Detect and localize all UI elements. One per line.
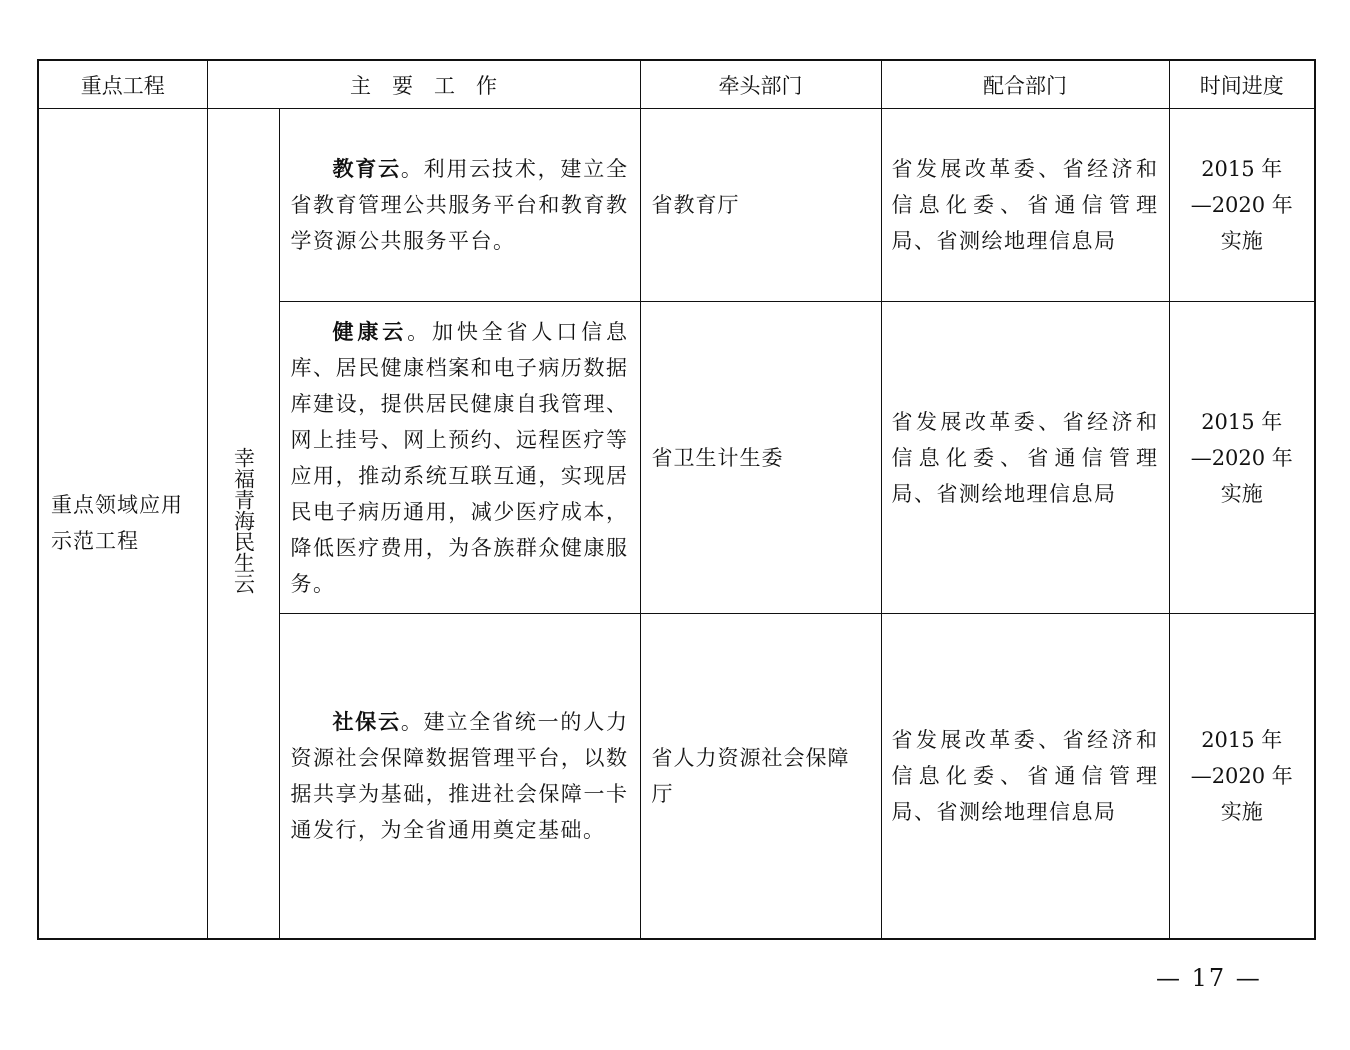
table-row: [38, 109, 1315, 302]
coop-dept: 省发展改革委、省经济和信息化委、省通信管理局、省测绘地理信息局: [881, 109, 1169, 302]
task-cell: [279, 302, 640, 614]
header-project: 重点工程: [38, 60, 207, 109]
coop-dept: 省发展改革委、省经济和信息化委、省通信管理局、省测绘地理信息局: [881, 302, 1169, 614]
coop-dept: 省发展改革委、省经济和信息化委、省通信管理局、省测绘地理信息局: [881, 614, 1169, 939]
group-cell: [207, 109, 279, 939]
lead-dept: 省人力资源社会保障厅: [640, 614, 881, 939]
schedule-cell: [1169, 109, 1315, 302]
task-body: 。加快全省人口信息库、居民健康档案和电子病历数据库建设，提供居民健康自我管理、网上挂号、网上预约、远程医疗等应用，推动系统互联互通，实现居民电子病历通用，减少医疗成本，降低医疗费用，为各族群众健康服务。: [290, 319, 629, 596]
header-main-work: 主 要 工 作: [207, 60, 640, 109]
task-body: 。建立全省统一的人力资源社会保障数据管理平台，以数据共享为基础，推进社会保障一卡通发行，为全省通用奠定基础。: [290, 709, 629, 842]
task-cell: [279, 109, 640, 302]
task-cell: [279, 614, 640, 939]
lead-dept: 省卫生计生委: [640, 302, 881, 614]
project-table: [37, 59, 1316, 940]
task-title: 社保云: [332, 708, 401, 734]
table-header-row: [38, 60, 1315, 109]
time-start: 2015 年: [1201, 157, 1283, 181]
group-name: 幸福青海民生云: [231, 447, 256, 595]
time-note: 实施: [1220, 229, 1263, 253]
time-end: —2020 年: [1190, 763, 1293, 788]
time-note: 实施: [1220, 481, 1263, 506]
time-start: 2015 年: [1201, 727, 1283, 752]
time-note: 实施: [1220, 799, 1263, 824]
project-name: 重点领域应用示范工程: [38, 109, 207, 939]
time-end: —2020 年: [1190, 193, 1293, 217]
schedule-cell: [1169, 614, 1315, 939]
time-start: 2015 年: [1201, 409, 1283, 434]
task-title: 健康云: [332, 318, 408, 344]
task-title: 教育云: [332, 156, 401, 181]
page-number: — 17 —: [1156, 964, 1262, 992]
header-coop-dept: 配合部门: [881, 60, 1169, 109]
schedule-cell: [1169, 302, 1315, 614]
header-lead-dept: 牵头部门: [640, 60, 881, 109]
lead-dept: 省教育厅: [640, 109, 881, 302]
header-schedule: 时间进度: [1169, 60, 1315, 109]
task-body: 。利用云技术，建立全省教育管理公共服务平台和教育教学资源公共服务平台。: [290, 157, 629, 253]
time-end: —2020 年: [1190, 445, 1293, 470]
